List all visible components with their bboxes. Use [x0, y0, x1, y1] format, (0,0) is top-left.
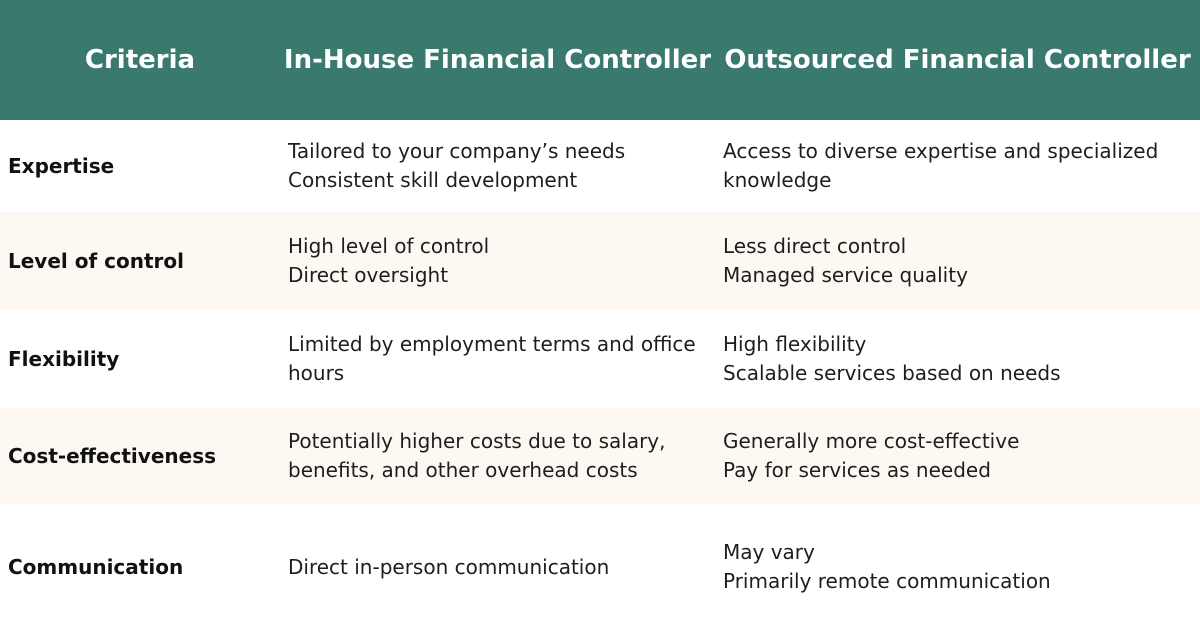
cell-line: High level of control — [288, 234, 490, 258]
criteria-cell: Cost-effectiveness — [8, 443, 216, 468]
cell-line: Potentially higher costs due to salary, — [288, 429, 666, 453]
in-house-cell — [288, 310, 713, 408]
cell-line: knowledge — [723, 168, 832, 192]
cell-line: benefits, and other overhead costs — [288, 458, 638, 482]
cell-line: Managed service quality — [723, 263, 968, 287]
outsourced-cell — [723, 310, 1193, 408]
cell-line: Access to diverse expertise and specialized — [723, 139, 1159, 163]
criteria-cell: Level of control — [8, 248, 184, 273]
cell-line: Limited by employment terms and office — [288, 332, 696, 356]
header-criteria: Criteria — [84, 45, 196, 75]
table-row — [0, 504, 1200, 630]
cell-line: High flexibility — [723, 332, 867, 356]
criteria-cell: Communication — [8, 554, 184, 579]
in-house-cell — [288, 504, 713, 630]
cell-line: Scalable services based on needs — [723, 361, 1061, 385]
cell-line: Tailored to your company’s needs — [288, 139, 626, 163]
cell-line: Pay for services as needed — [723, 458, 991, 482]
cell-line: Generally more cost-effective — [723, 429, 1020, 453]
outsourced-cell — [723, 408, 1193, 504]
cell-line: Primarily remote communication — [723, 569, 1051, 593]
table-row — [0, 310, 1200, 408]
outsourced-cell — [723, 212, 1193, 310]
table-row — [0, 408, 1200, 504]
table-header — [0, 0, 1200, 120]
outsourced-cell — [723, 504, 1193, 630]
in-house-cell — [288, 408, 713, 504]
outsourced-cell — [723, 120, 1193, 212]
cell-line: Direct in-person communication — [288, 554, 610, 579]
criteria-cell: Flexibility — [8, 346, 120, 371]
cell-line: Less direct control — [723, 234, 907, 258]
criteria-cell: Expertise — [8, 153, 115, 178]
cell-line: Consistent skill development — [288, 168, 578, 192]
header-outsourced: Outsourced Financial Controller — [724, 45, 1191, 75]
table-row — [0, 120, 1200, 212]
cell-line: May vary — [723, 540, 815, 564]
cell-line: Direct oversight — [288, 263, 449, 287]
header-in-house: In-House Financial Controller — [283, 45, 712, 75]
in-house-cell — [288, 212, 713, 310]
cell-line: hours — [288, 361, 345, 385]
table-row — [0, 212, 1200, 310]
in-house-cell — [288, 120, 713, 212]
